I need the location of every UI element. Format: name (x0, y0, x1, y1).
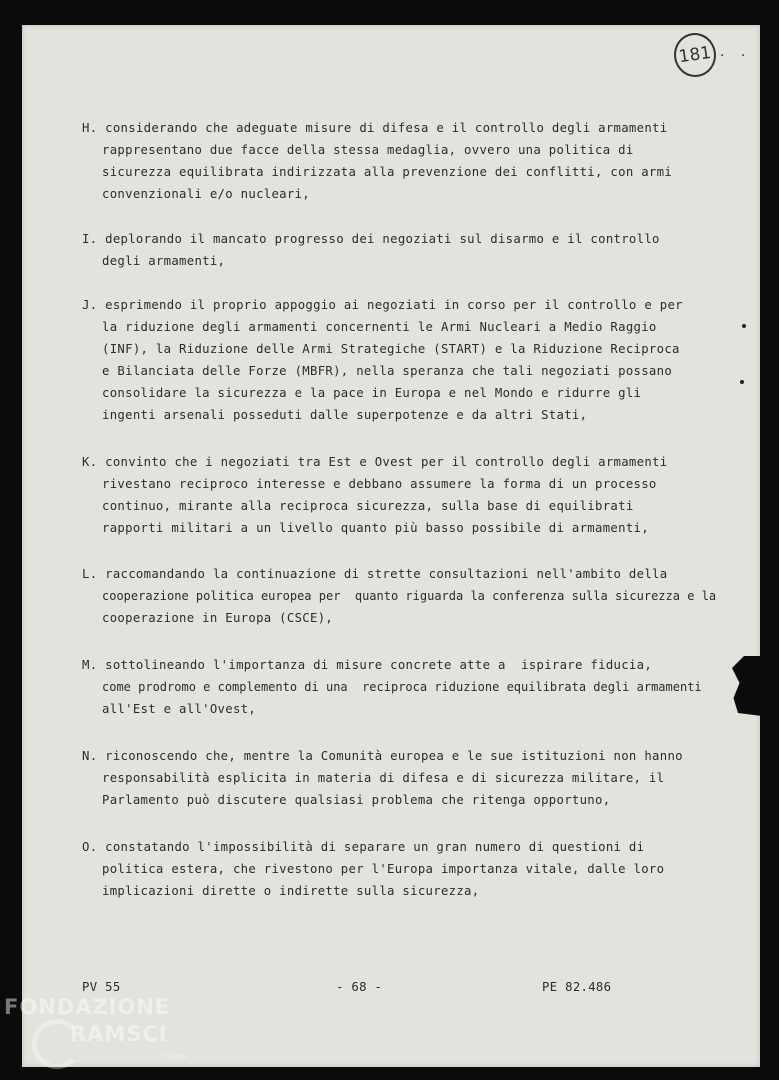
paragraph-line: ingenti arsenali posseduti dalle superpotenze e da altri Stati, (102, 408, 588, 422)
page-mark (742, 324, 746, 328)
paragraph-line: I. deplorando il mancato progresso dei negoziati sul disarmo e il controllo (82, 232, 660, 246)
paragraph-m (82, 654, 702, 720)
paragraph-line: M. sottolineando l'importanza di misure concrete atte a ispirare fiducia, (82, 658, 653, 672)
paragraph-line: sicurezza equilibrata indirizzata alla prevenzione dei conflitti, con armi (102, 165, 673, 179)
paragraph-line: degli armamenti, (102, 254, 226, 268)
paragraph-l (82, 563, 716, 629)
paragraph-line: responsabilità esplicita in materia di difesa e di sicurezza militare, il (102, 771, 665, 785)
paragraph-line: cooperazione politica europea per quanto riguarda la conferenza sulla sicurezza e la (102, 589, 717, 603)
paragraph-k (82, 451, 667, 539)
watermark-line2: RAMSCI (70, 1022, 168, 1046)
footer-session-ref: PV 55 (82, 980, 121, 994)
paragraph-line: K. convinto che i negoziati tra Est e Ovest per il controllo degli armamenti (82, 455, 668, 469)
paragraph-n (82, 745, 683, 811)
paragraph-line: consolidare la sicurezza e la pace in Europa e nel Mondo e ridurre gli (102, 386, 642, 400)
paragraph-line: all'Est e all'Ovest, (102, 702, 257, 716)
paragraph-line: (INF), la Riduzione delle Armi Strategiche (START) e la Riduzione Reciproca (102, 342, 680, 356)
paragraph-line: J. esprimendo il proprio appoggio ai negoziati in corso per il controllo e per (82, 298, 683, 312)
paragraph-line: N. riconoscendo che, mentre la Comunità europea e le sue istituzioni non hanno (82, 749, 683, 763)
paragraph-line: come prodromo e complemento di una reciproca riduzione equilibrata degli armamenti (102, 680, 702, 694)
stamp-dots: . . (720, 44, 752, 60)
stamp-number: 181 (677, 42, 713, 68)
watermark-line1: FONDAZIONE (4, 995, 171, 1019)
paragraph-line: convenzionali e/o nucleari, (102, 187, 310, 201)
paragraph-line: e Bilanciata delle Forze (MBFR), nella speranza che tali negoziati possano (102, 364, 673, 378)
paragraph-line: O. constatando l'impossibilità di separare un gran numero di questioni di (82, 840, 645, 854)
paragraph-line: rappresentano due facce della stessa medaglia, ovvero una politica di (102, 143, 634, 157)
paragraph-i (82, 228, 660, 272)
watermark-sub: onlus (162, 1052, 187, 1062)
paragraph-o (82, 836, 664, 902)
footer-page-number: - 68 - (336, 980, 383, 994)
paragraph-line: la riduzione degli armamenti concernenti le Armi Nucleari a Medio Raggio (102, 320, 657, 334)
paragraph-line: L. raccomandando la continuazione di strette consultazioni nell'ambito della (82, 567, 668, 581)
paragraph-j (82, 294, 683, 426)
page-mark (740, 380, 744, 384)
paragraph-line: Parlamento può discutere qualsiasi problema che ritenga opportuno, (102, 793, 611, 807)
paragraph-line: rivestano reciproco interesse e debbano assumere la forma di un processo (102, 477, 657, 491)
paragraph-line: implicazioni dirette o indirette sulla sicurezza, (102, 884, 480, 898)
paragraph-line: continuo, mirante alla reciproca sicurezza, sulla base di equilibrati (102, 499, 634, 513)
watermark-logo (4, 995, 204, 1075)
footer-document-ref: PE 82.486 (542, 980, 612, 994)
paragraph-line: politica estera, che rivestono per l'Europa importanza vitale, dalle loro (102, 862, 665, 876)
paragraph-h (82, 117, 672, 205)
paragraph-line: H. considerando che adeguate misure di difesa e il controllo degli armamenti (82, 121, 668, 135)
paragraph-line: rapporti militari a un livello quanto più basso possibile di armamenti, (102, 521, 649, 535)
paragraph-line: cooperazione in Europa (CSCE), (102, 611, 334, 625)
